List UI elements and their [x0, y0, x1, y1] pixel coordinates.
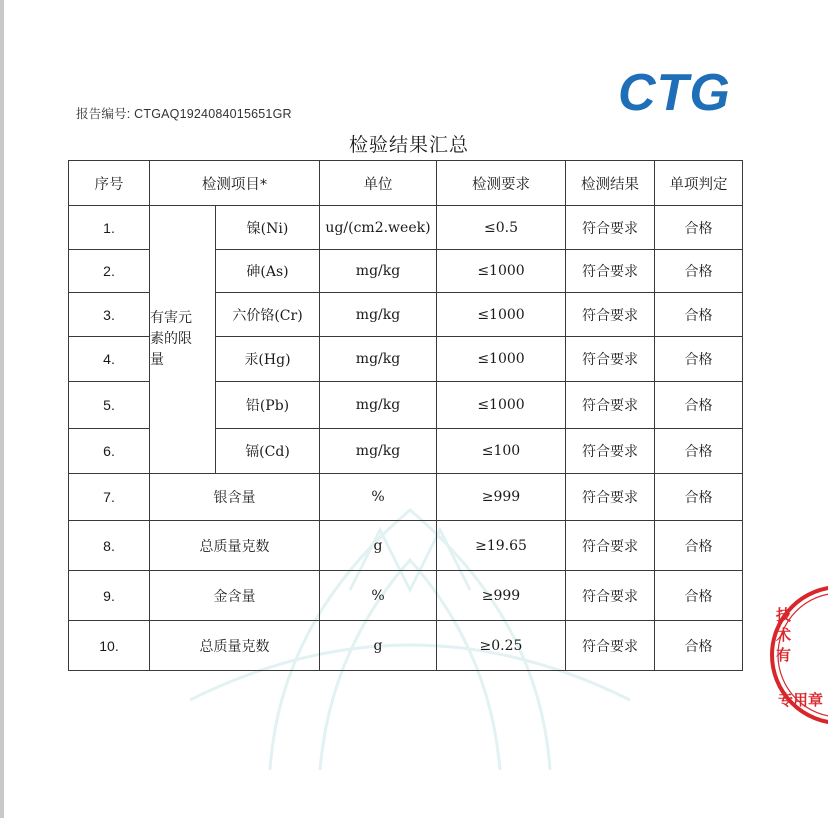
row-result: 符合要求	[566, 250, 655, 293]
row-verdict: 合格	[655, 521, 743, 571]
column-header-verdict: 单项判定	[655, 161, 743, 206]
row-verdict: 合格	[655, 293, 743, 337]
row-unit: g	[320, 621, 437, 671]
group-label-harmful-elements	[150, 206, 216, 474]
row-verdict: 合格	[655, 250, 743, 293]
row-no: 6.	[69, 429, 150, 474]
table-row	[69, 521, 743, 571]
row-item: 总质量克数	[150, 521, 320, 571]
row-item: 银含量	[150, 474, 320, 521]
row-verdict: 合格	[655, 382, 743, 429]
row-unit: mg/kg	[320, 250, 437, 293]
row-verdict: 合格	[655, 337, 743, 382]
row-result: 符合要求	[566, 621, 655, 671]
row-requirement: ≤1000	[437, 337, 566, 382]
row-requirement: ≥999	[437, 474, 566, 521]
group-label-line: 量	[150, 352, 164, 368]
row-no: 2.	[69, 250, 150, 293]
row-no: 3.	[69, 293, 150, 337]
row-no: 5.	[69, 382, 150, 429]
row-no: 8.	[69, 521, 150, 571]
row-item: 砷(As)	[216, 250, 320, 293]
results-table	[68, 160, 743, 671]
row-unit: mg/kg	[320, 337, 437, 382]
svg-text:CTG: CTG	[618, 64, 731, 122]
column-header-requirement: 检测要求	[437, 161, 566, 206]
row-item: 六价铬(Cr)	[216, 293, 320, 337]
row-result: 符合要求	[566, 429, 655, 474]
row-result: 符合要求	[566, 206, 655, 250]
row-result: 符合要求	[566, 474, 655, 521]
row-no: 9.	[69, 571, 150, 621]
row-requirement: ≤100	[437, 429, 566, 474]
table-row	[69, 621, 743, 671]
row-verdict: 合格	[655, 429, 743, 474]
column-header-result: 检测结果	[566, 161, 655, 206]
table-row	[69, 571, 743, 621]
column-header-no: 序号	[69, 161, 150, 206]
column-header-item: 检测项目*	[150, 161, 320, 206]
group-label-line: 有害元	[150, 310, 192, 326]
row-requirement: ≥0.25	[437, 621, 566, 671]
row-unit: g	[320, 521, 437, 571]
row-unit: %	[320, 474, 437, 521]
svg-text:术: 术	[776, 626, 792, 644]
row-verdict: 合格	[655, 571, 743, 621]
row-requirement: ≥999	[437, 571, 566, 621]
row-result: 符合要求	[566, 293, 655, 337]
page-title: 检验结果汇总	[348, 134, 469, 156]
row-result: 符合要求	[566, 521, 655, 571]
row-requirement: ≤1000	[437, 293, 566, 337]
row-unit: %	[320, 571, 437, 621]
row-requirement: ≥19.65	[437, 521, 566, 571]
row-unit: ug/(cm2.week)	[320, 206, 437, 250]
row-item: 总质量克数	[150, 621, 320, 671]
row-no: 10.	[69, 621, 150, 671]
row-verdict: 合格	[655, 474, 743, 521]
row-requirement: ≤0.5	[437, 206, 566, 250]
row-item: 汞(Hg)	[216, 337, 320, 382]
ctg-logo	[616, 62, 744, 120]
group-label-line: 素的限	[150, 331, 192, 347]
row-item: 镍(Ni)	[216, 206, 320, 250]
row-unit: mg/kg	[320, 293, 437, 337]
row-verdict: 合格	[655, 621, 743, 671]
row-no: 1.	[69, 206, 150, 250]
row-requirement: ≤1000	[437, 250, 566, 293]
report-number: 报告编号: CTGAQ1924084015651GR	[76, 107, 292, 121]
table-row	[69, 206, 743, 250]
row-verdict: 合格	[655, 206, 743, 250]
column-header-unit: 单位	[320, 161, 437, 206]
row-unit: mg/kg	[320, 382, 437, 429]
row-requirement: ≤1000	[437, 382, 566, 429]
row-result: 符合要求	[566, 382, 655, 429]
row-unit: mg/kg	[320, 429, 437, 474]
row-result: 符合要求	[566, 337, 655, 382]
row-item: 镉(Cd)	[216, 429, 320, 474]
svg-text:专用章: 专用章	[778, 691, 824, 709]
table-row	[69, 474, 743, 521]
row-no: 4.	[69, 337, 150, 382]
company-seal	[768, 560, 828, 750]
row-result: 符合要求	[566, 571, 655, 621]
row-item: 铅(Pb)	[216, 382, 320, 429]
row-no: 7.	[69, 474, 150, 521]
table-header-row	[69, 161, 743, 206]
svg-text:技: 技	[776, 606, 792, 624]
page-edge	[0, 0, 4, 818]
svg-text:有: 有	[776, 646, 792, 664]
row-item: 金含量	[150, 571, 320, 621]
